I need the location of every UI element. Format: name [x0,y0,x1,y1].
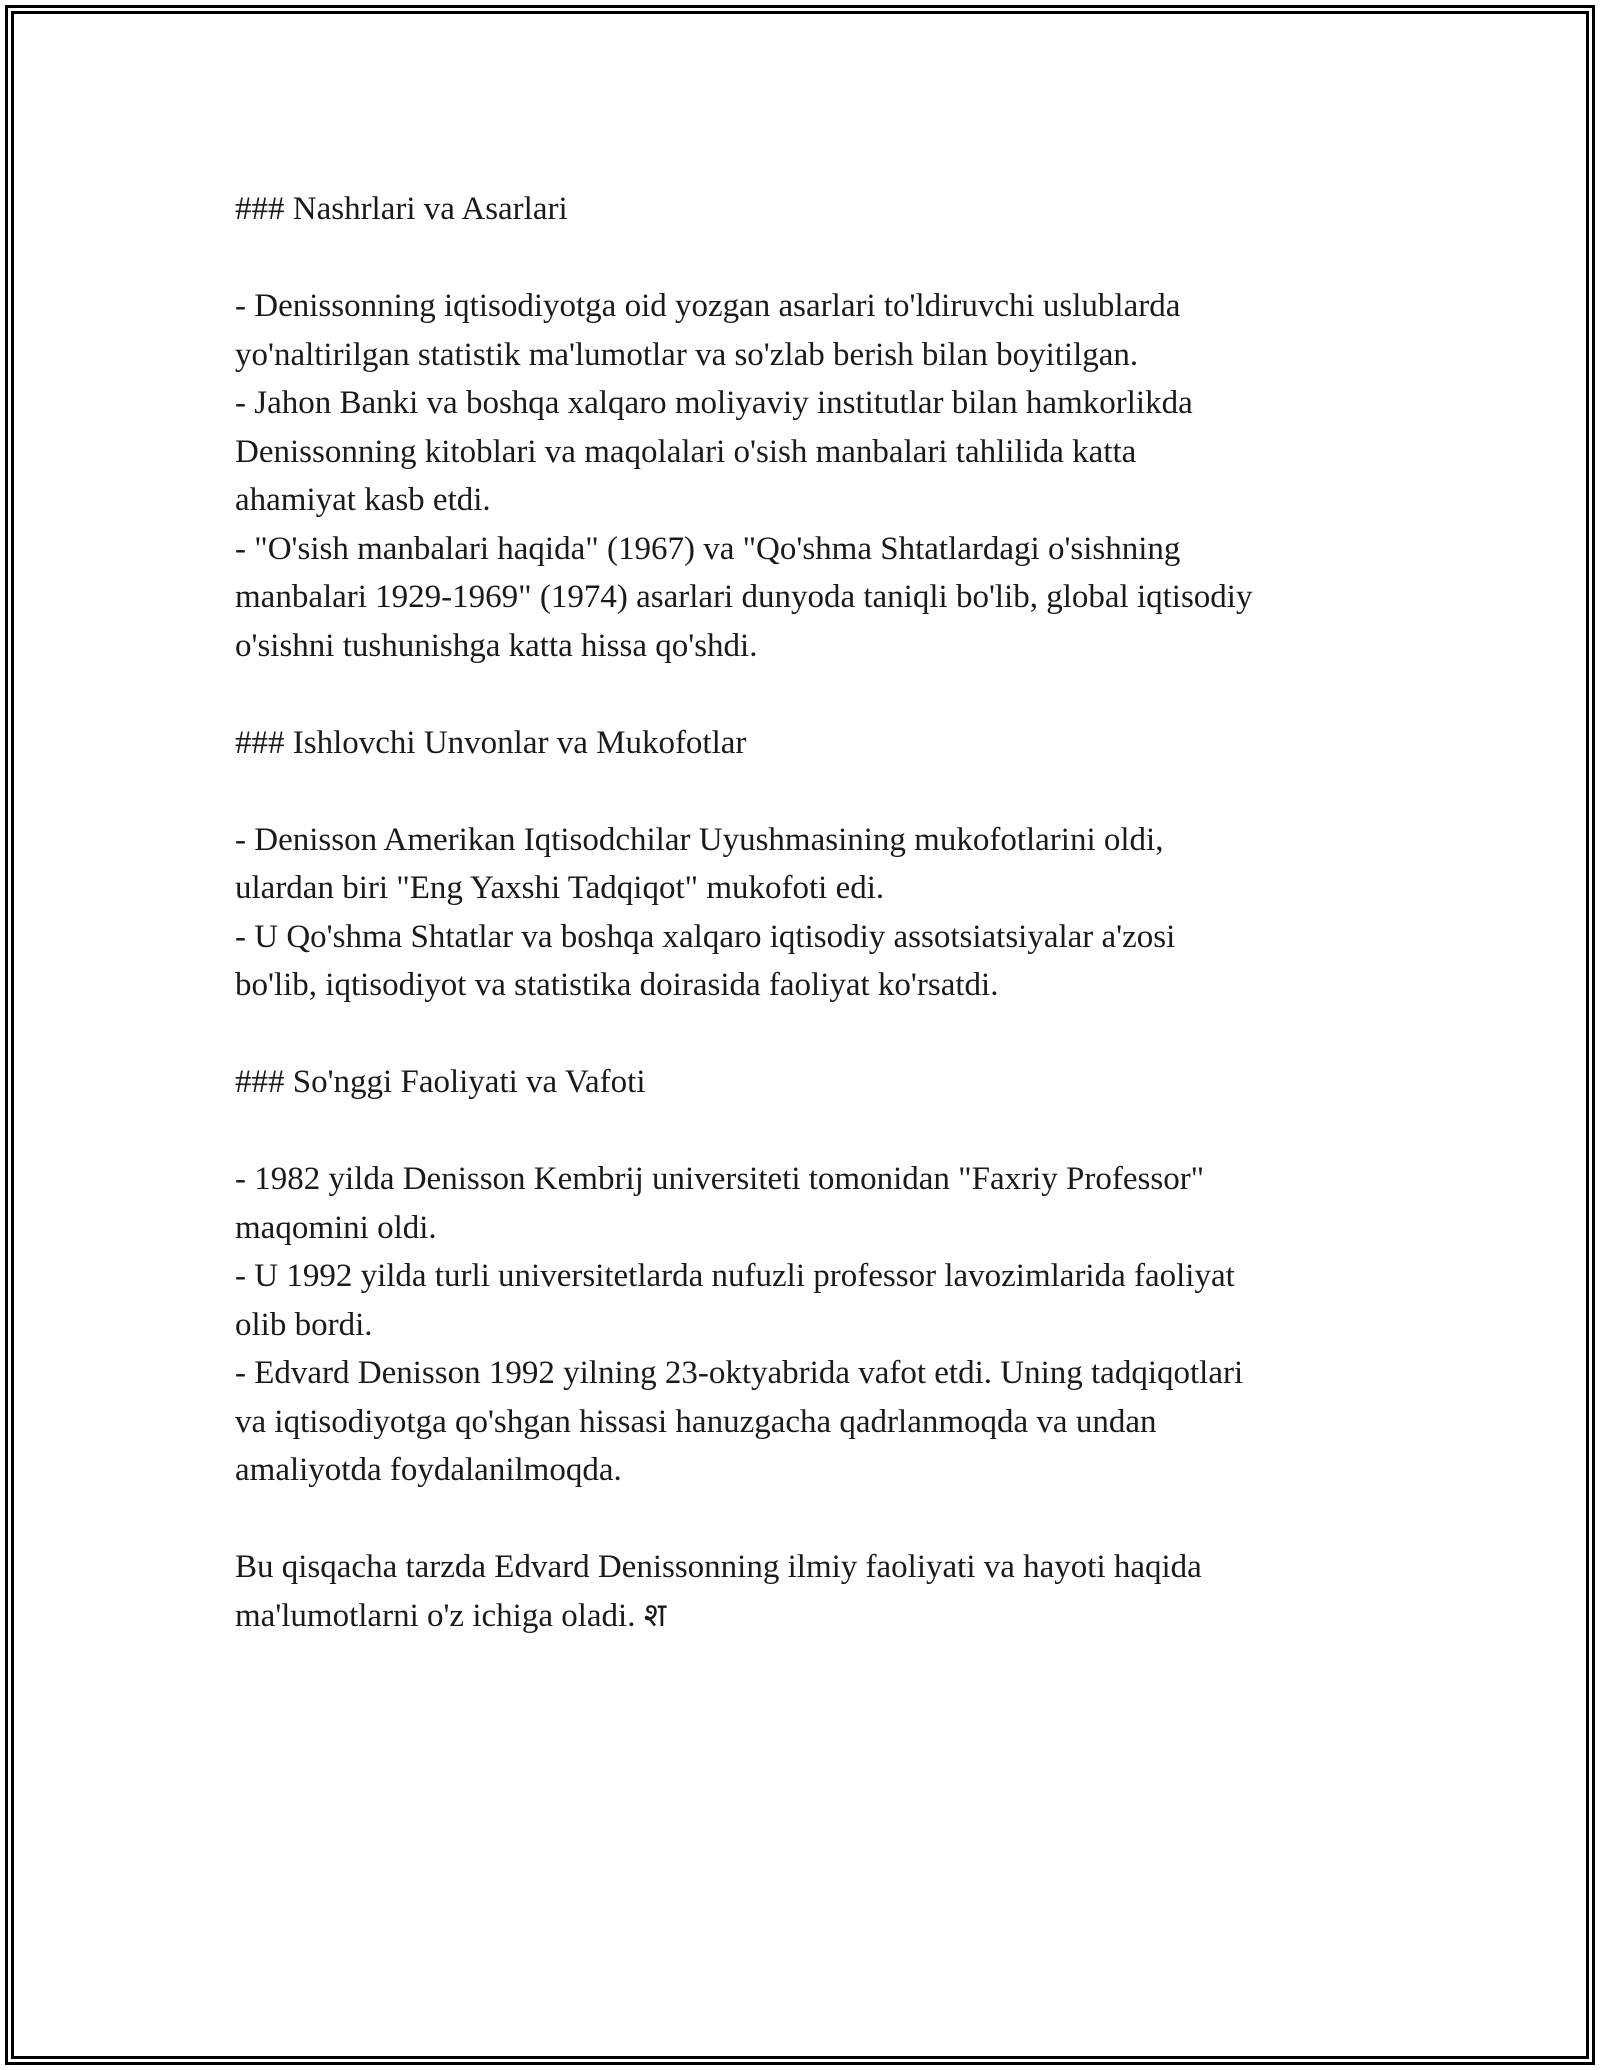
closing-line: Bu qisqacha tarzda Edvard Denissonning ilmiy faoliyati va hayoti haqida [235,1549,1202,1585]
text-line: Denissonning kitoblari va maqolalari o'sish manbalari tahlilida katta [235,433,1137,470]
text-line: - Edvard Denisson 1992 yilning 23-oktyabrida vafot etdi. Uning tadqiqotlari [235,1355,1244,1391]
closing-line: ma'lumotlarni o'z ichiga oladi. श [235,1597,667,1634]
text-line: bo'lib, iqtisodiyot va statistika doirasida faoliyat ko'rsatdi. [235,967,999,1003]
text-line: - Denissonning iqtisodiyotga oid yozgan asarlari to'ldiruvchi uslublarda [235,288,1181,324]
text-line: - 1982 yilda Denisson Kembrij universiteti tomonidan "Faxriy Professor" [235,1161,1205,1197]
text-line: ulardan biri "Eng Yaxshi Tadqiqot" mukofoti edi. [235,870,885,906]
text-line: - Jahon Banki va boshqa xalqaro moliyaviy institutlar bilan hamkorlikda [235,385,1193,421]
text-line: olib bordi. [235,1306,373,1343]
blank-line [235,1495,1385,1544]
blank-line [235,1107,1385,1156]
text-line: va iqtisodiyotga qo'shgan hissasi hanuzgacha qadrlanmoqda va undan [235,1403,1157,1440]
section-heading: ### So'nggi Faoliyati va Vafoti [235,1064,646,1100]
text-line: amaliyotda foydalanilmoqda. [235,1452,622,1488]
text-line: yo'naltirilgan statistik ma'lumotlar va so'zlab berish bilan boyitilgan. [235,336,1139,373]
text-line: maqomini oldi. [235,1209,437,1246]
section-heading: ### Ishlovchi Unvonlar va Mukofotlar [235,724,747,761]
blank-line [235,234,1385,283]
blank-line [235,670,1385,719]
text-line: ahamiyat kasb etdi. [235,482,491,518]
document-body [235,185,1385,1640]
text-line: - "O'sish manbalari haqida" (1967) va "Qo'shma Shtatlardagi o'sishning [235,530,1181,567]
text-line: - U 1992 yilda turli universitetlarda nufuzli professor lavozimlarida faoliyat [235,1258,1235,1294]
text-line: - U Qo'shma Shtatlar va boshqa xalqaro iqtisodiy assotsiatsiyalar a'zosi [235,918,1176,955]
text-line: - Denisson Amerikan Iqtisodchilar Uyushmasining mukofotlarini oldi, [235,821,1164,858]
blank-line [235,1010,1385,1059]
text-line: manbalari 1929-1969" (1974) asarlari dunyoda taniqli bo'lib, global iqtisodiy [235,579,1253,615]
section-heading: ### Nashrlari va Asarlari [235,191,568,227]
blank-line [235,767,1385,816]
text-line: o'sishni tushunishga katta hissa qo'shdi. [235,627,758,664]
